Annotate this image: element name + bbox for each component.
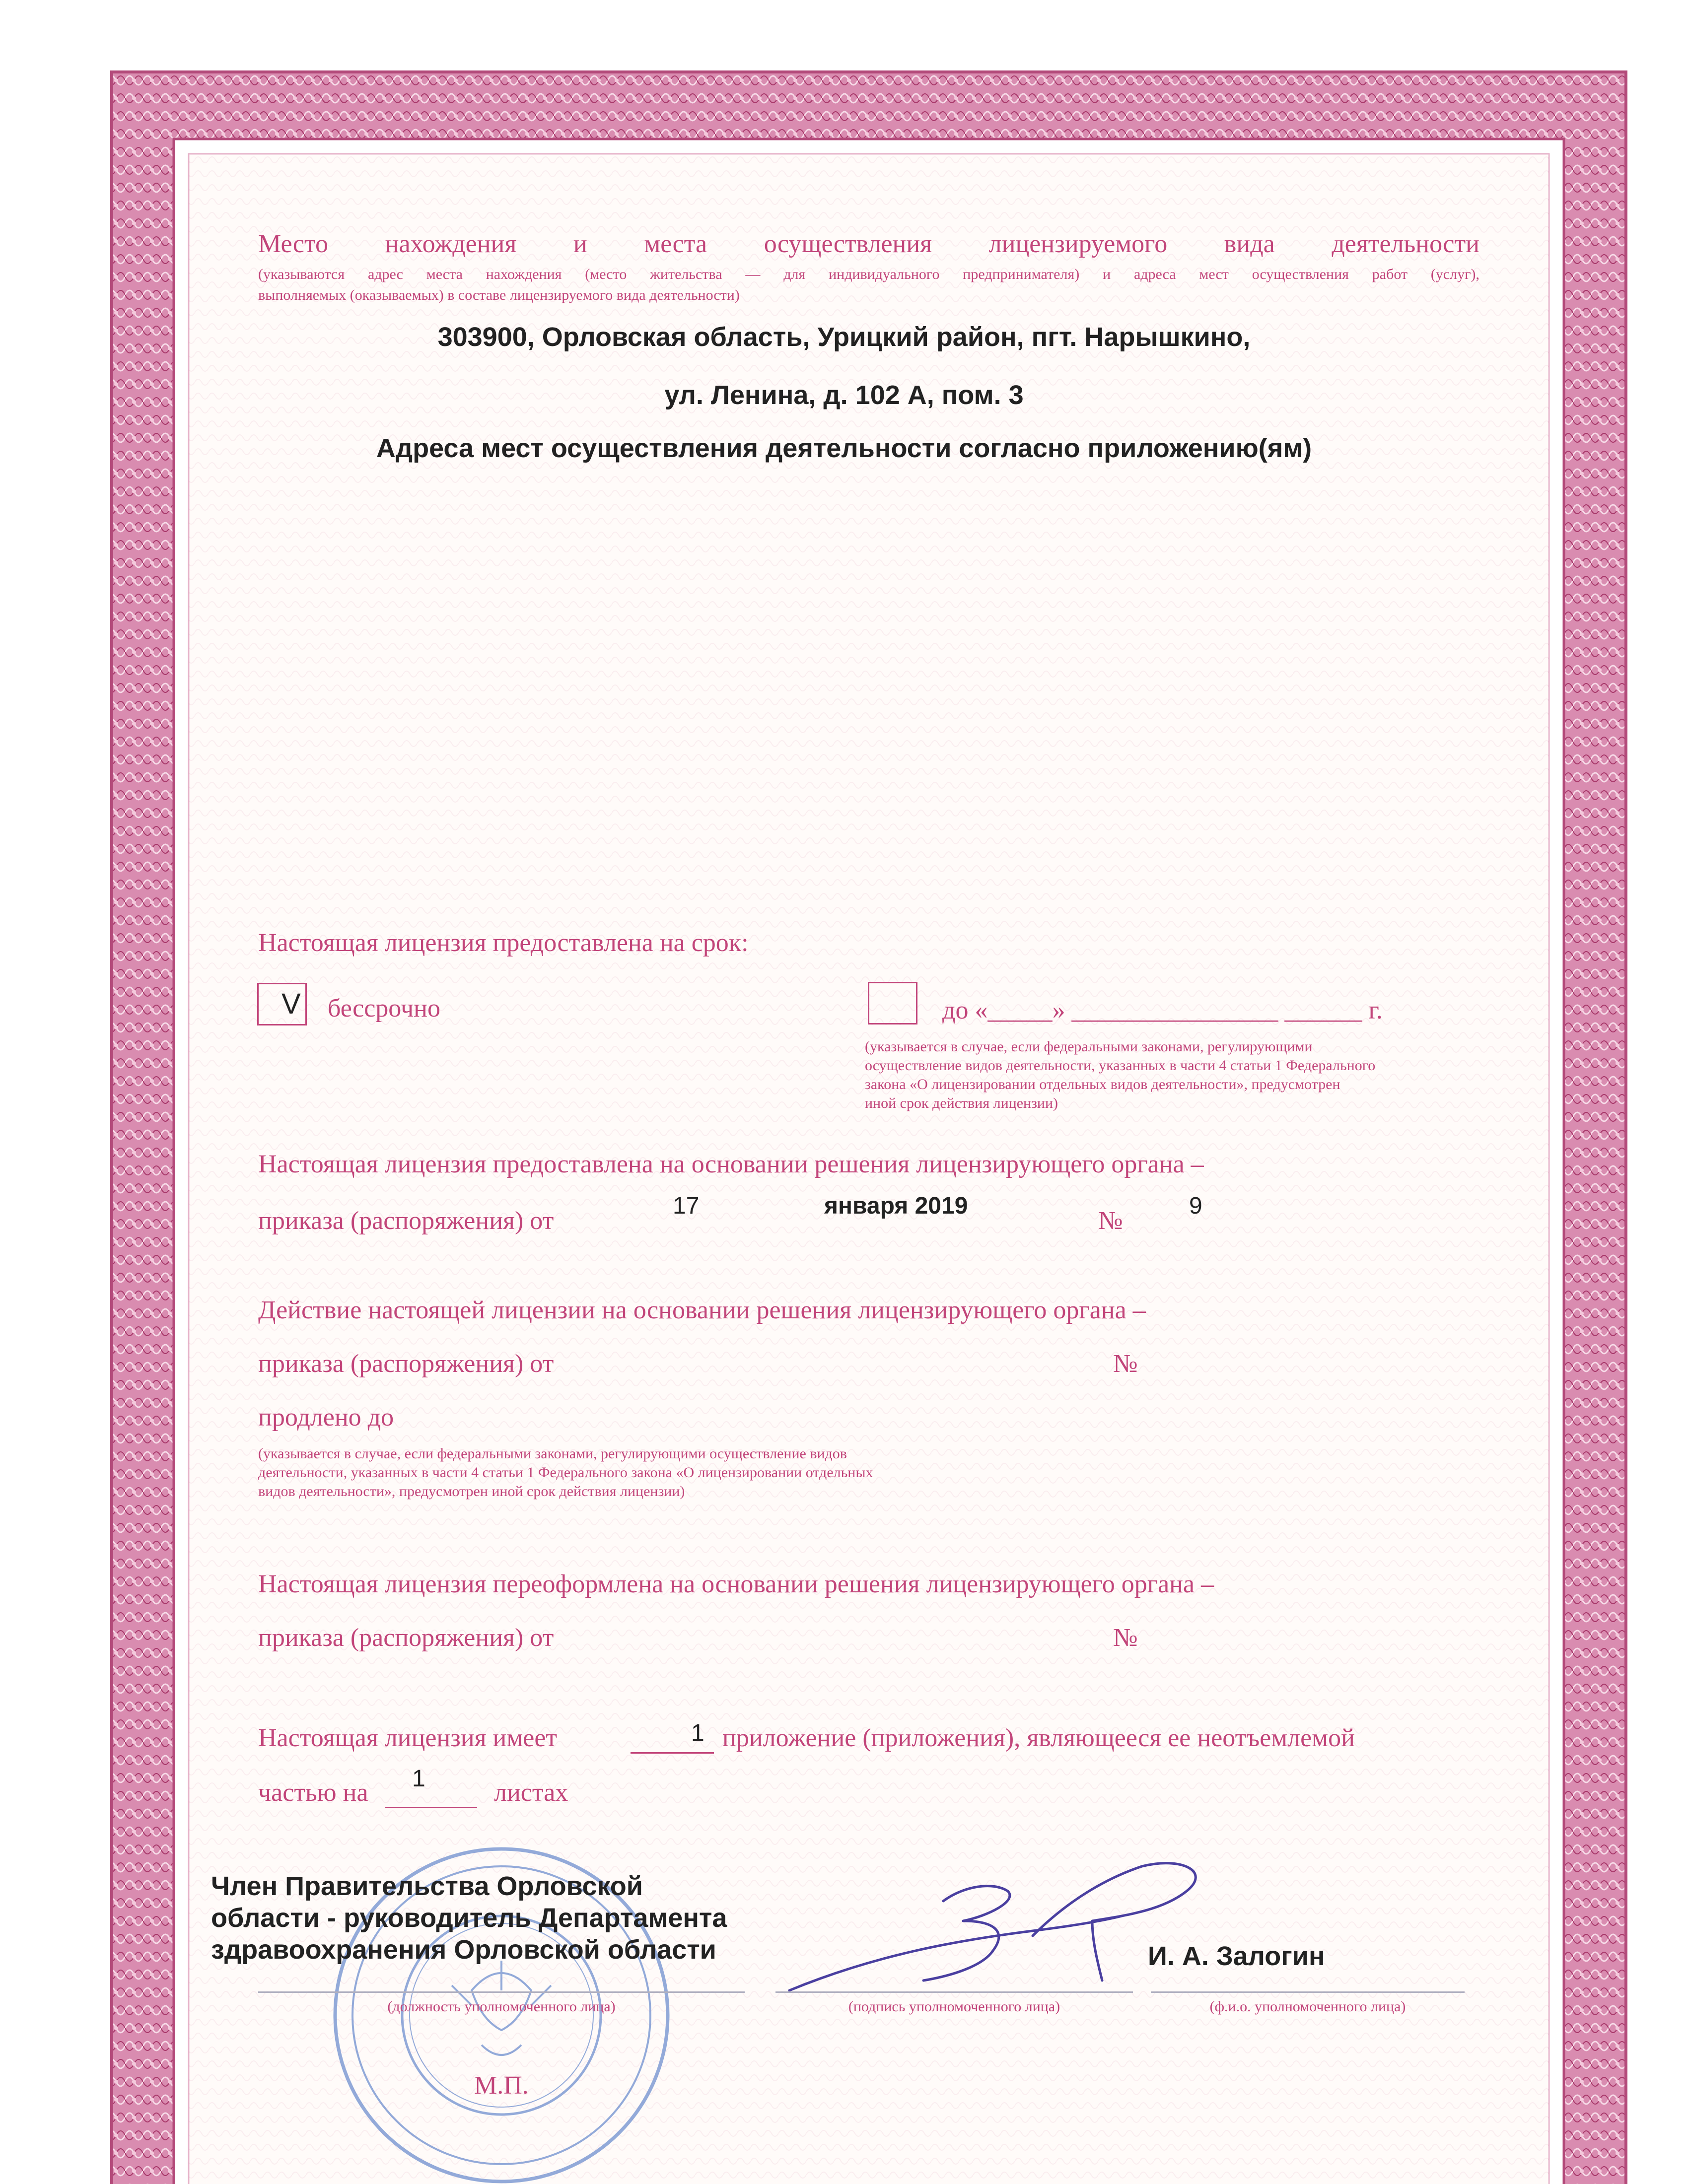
extension-line1: Действие настоящей лицензии на основании решения лицензирующего органа – [258,1296,1146,1324]
extension-line2-prefix: приказа (распоряжения) от [258,1350,554,1378]
extension-note-line: видов деятельности», предусмотрен иной срок действия лицензии) [258,1483,685,1500]
location-note-line2: выполняемых (оказываемых) в составе лицензируемого вида деятельности) [258,287,740,303]
signatory-title-line: Член Правительства Орловской [211,1871,643,1901]
reissue-line2-prefix: приказа (распоряжения) от [258,1624,554,1652]
appendix-line2-suffix: листах [494,1778,568,1807]
address-line2: ул. Ленина, д. 102 А, пом. 3 [664,380,1024,410]
basis-month-year: января 2019 [824,1193,968,1219]
until-note-line: (указывается в случае, если федеральными законами, регулирующими [865,1038,1313,1055]
signature-line [775,1991,1133,1993]
basis-line1: Настоящая лицензия предоставлена на основании решения лицензирующего органа – [258,1150,1204,1178]
caption-position: (должность уполномоченного лица) [387,1998,616,2015]
until-date-field: до «_____» ________________ ______ г. [942,996,1383,1024]
sheets-count-underline [385,1807,477,1808]
unlimited-label: бессрочно [328,994,440,1023]
extension-note [258,1444,873,1501]
sheets-count: 1 [412,1766,425,1792]
appendix-count-underline [631,1752,714,1754]
addresses-reference: Адреса мест осуществления деятельности согласно приложению(ям) [376,433,1312,463]
until-note-line: осуществление видов деятельности, указанных в части 4 статьи 1 Федерального [865,1057,1376,1074]
extension-note-line: деятельности, указанных в части 4 статьи 1 Федерального закона «О лицензировании отдельных [258,1464,873,1481]
extension-number-sign: № [1113,1350,1138,1378]
appendix-line1-prefix: Настоящая лицензия имеет [258,1724,558,1752]
reissue-number-sign: № [1113,1624,1138,1652]
seal-placeholder: М.П. [474,2071,529,2100]
appendix-line2-prefix: частью на [258,1778,368,1807]
term-heading: Настоящая лицензия предоставлена на срок: [258,929,749,957]
unlimited-checkbox[interactable] [257,983,307,1025]
basis-number: 9 [1189,1193,1202,1219]
until-note-line: закона «О лицензировании отдельных видов деятельности», предусмотрен [865,1076,1340,1092]
caption-signature: (подпись уполномоченного лица) [848,1998,1060,2015]
location-note-line1: (указываются адрес места нахождения (место жительства — для индивидуального предпринимателя) и адреса мест осуществления работ (услуг), [258,266,1479,282]
caption-name: (ф.и.о. уполномоченного лица) [1209,1998,1406,2015]
extension-note-line: (указывается в случае, если федеральными законами, регулирующими осуществление видов [258,1445,847,1462]
check-mark: V [281,988,301,1020]
signatory-title-line: области - руководитель Департамента [211,1903,727,1933]
signatory-title [211,1870,727,1966]
handwritten-signature-icon [774,1856,1246,2005]
extended-until-label: продлено до [258,1403,394,1432]
until-note-line: иной срок действия лицензии) [865,1095,1058,1111]
position-line [258,1991,745,1993]
appendix-line1-suffix: приложение (приложения), являющееся ее неотъемлемой [722,1724,1355,1752]
appendix-count: 1 [691,1720,704,1746]
reissue-line1: Настоящая лицензия переоформлена на основании решения лицензирующего органа – [258,1570,1214,1598]
name-line [1151,1991,1465,1993]
until-note [865,1037,1480,1113]
basis-line2-prefix: приказа (распоряжения) от [258,1207,554,1235]
address-line1: 303900, Орловская область, Урицкий район, пгт. Нарышкино, [437,322,1251,352]
signatory-name: И. А. Залогин [1148,1941,1325,1971]
basis-number-sign: № [1098,1207,1123,1235]
basis-day: 17 [673,1193,700,1219]
location-heading: Место нахождения и места осуществления лицензируемого вида деятельности [258,230,1479,258]
signatory-title-line: здравоохранения Орловской области [211,1935,716,1965]
until-date-checkbox[interactable] [868,982,917,1024]
